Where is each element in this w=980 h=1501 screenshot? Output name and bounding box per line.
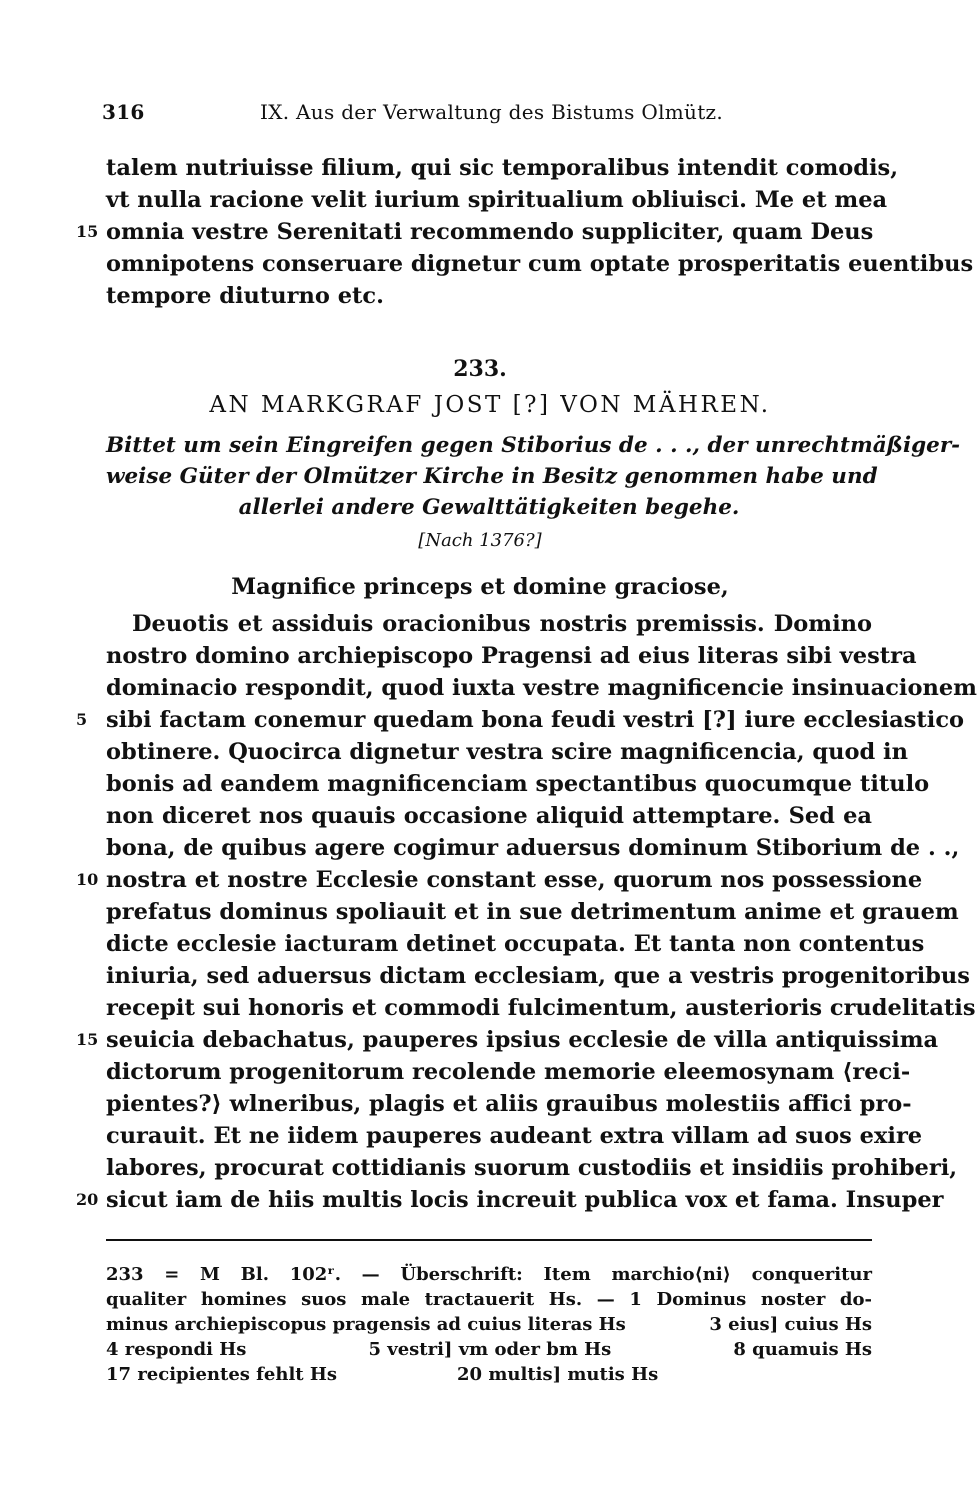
line-number: 20 xyxy=(76,1190,99,1209)
text-line: Deuotis et assiduis oracionibus nostris premissis. Domino xyxy=(132,611,872,637)
running-title: IX. Aus der Verwaltung des Bistums Olmütz. xyxy=(260,100,724,124)
text-line: talem nutriuisse filium, qui sic temporalibus intendit comodis, xyxy=(106,155,899,181)
line-number: 15 xyxy=(76,1030,99,1049)
apparatus-line xyxy=(106,1362,872,1387)
text-line: omnipotens conseruare dignetur cum optate prosperitatis euentibus xyxy=(106,251,974,277)
text-line: 5 sibi factam conemur quedam bona feudi vestri [?] iure ecclesiastico xyxy=(106,704,872,736)
text-line: 10 nostra et nostre Ecclesie constant esse, quorum nos possessione xyxy=(106,864,872,896)
line-number: 10 xyxy=(76,870,99,889)
apparatus-entry: minus archiepiscopus pragensis ad cuius literas Hs xyxy=(106,1314,626,1335)
apparatus-entry: 8 quamuis Hs xyxy=(733,1339,872,1360)
apparatus-entry: 20 multis] mutis Hs xyxy=(457,1364,659,1385)
text-line: prefatus dominus spoliauit et in sue detrimentum anime et grauem xyxy=(106,899,959,925)
apparatus-line: qualiter homines suos male tractauerit Hs. — 1 Dominus noster do- xyxy=(106,1289,872,1310)
apparatus-entry: 17 recipientes fehlt Hs xyxy=(106,1364,338,1385)
text-line: recepit sui honoris et commodi fulcimentum, austerioris crudelitatis xyxy=(106,995,976,1021)
document-body xyxy=(76,608,977,1216)
apparatus-line xyxy=(106,1337,872,1362)
document-number: 233. xyxy=(453,356,507,382)
regest xyxy=(106,430,961,523)
text-line: non diceret nos quauis occasione aliquid attemptare. Sed ea xyxy=(106,803,872,829)
text-line: obtinere. Quocirca dignetur vestra scire magnificencia, quod in xyxy=(106,739,908,765)
text-line: vt nulla racione velit iurium spiritualium obliuisci. Me et mea xyxy=(106,187,888,213)
apparatus-line xyxy=(106,1312,872,1337)
text-line: 20 sicut iam de hiis multis locis increuit publica vox et fama. Insuper xyxy=(106,1184,872,1216)
text-line: 15 seuicia debachatus, pauperes ipsius ecclesie de villa antiquissima xyxy=(106,1024,872,1056)
previous-document-text xyxy=(76,152,974,312)
apparatus-line: 233 = M Bl. 102ʳ. — Überschrift: Item marchio⟨ni⟩ conqueritur xyxy=(106,1264,872,1285)
text-line: dicte ecclesie iacturam detinet occupata. Et tanta non contentus xyxy=(106,931,925,957)
text-line: tempore diuturno etc. xyxy=(106,283,384,309)
text-line: dictorum progenitorum recolende memorie eleemosynam ⟨reci- xyxy=(106,1059,911,1085)
document-title: AN MARKGRAF JOST [?] VON MÄHREN. xyxy=(209,392,771,418)
regest-line: allerlei andere Gewalttätigkeiten begehe. xyxy=(238,495,740,520)
footnote-rule xyxy=(106,1239,872,1241)
salutation: Magnifice princeps et domine graciose, xyxy=(231,574,729,600)
text-line: nostro domino archiepiscopo Pragensi ad eius literas sibi vestra xyxy=(106,643,917,669)
text-line: dominacio respondit, quod iuxta vestre magnificencie insinuacionem xyxy=(106,675,977,701)
line-number: 5 xyxy=(76,710,88,729)
text-line: 15 omnia vestre Serenitati recommendo suppliciter, quam Deus xyxy=(106,216,872,248)
page-number: 316 xyxy=(102,100,145,124)
regest-line: Bittet um sein Eingreifen gegen Stiborius de . . ., der unrechtmäßiger- xyxy=(106,433,961,458)
text-line: iniuria, sed aduersus dictam ecclesiam, que a vestris progenitoribus xyxy=(106,963,970,989)
text-line: labores, procurat cottidianis suorum custodiis et insidiis prohiberi, xyxy=(106,1155,958,1181)
line-number: 15 xyxy=(76,222,99,241)
text-line: bona, de quibus agere cogimur aduersus dominum Stiborium de . ., xyxy=(106,835,960,861)
apparatus-entry: 3 eius] cuius Hs xyxy=(709,1314,872,1335)
text-line: bonis ad eandem magnificenciam spectantibus quocumque titulo xyxy=(106,771,930,797)
text-line: pientes?⟩ wlneribus, plagis et aliis grauibus molestiis affici pro- xyxy=(106,1091,912,1117)
text-line: curauit. Et ne iidem pauperes audeant extra villam ad suos exire xyxy=(106,1123,923,1149)
apparatus-entry: 4 respondi Hs xyxy=(106,1339,247,1360)
document-date: [Nach 1376?] xyxy=(418,530,542,551)
apparatus-entry: 5 vestri] vm oder bm Hs xyxy=(368,1339,612,1360)
running-head xyxy=(102,100,872,132)
critical-apparatus xyxy=(106,1262,872,1387)
regest-line: weise Güter der Olmützer Kirche in Besitz genommen habe und xyxy=(106,464,878,489)
